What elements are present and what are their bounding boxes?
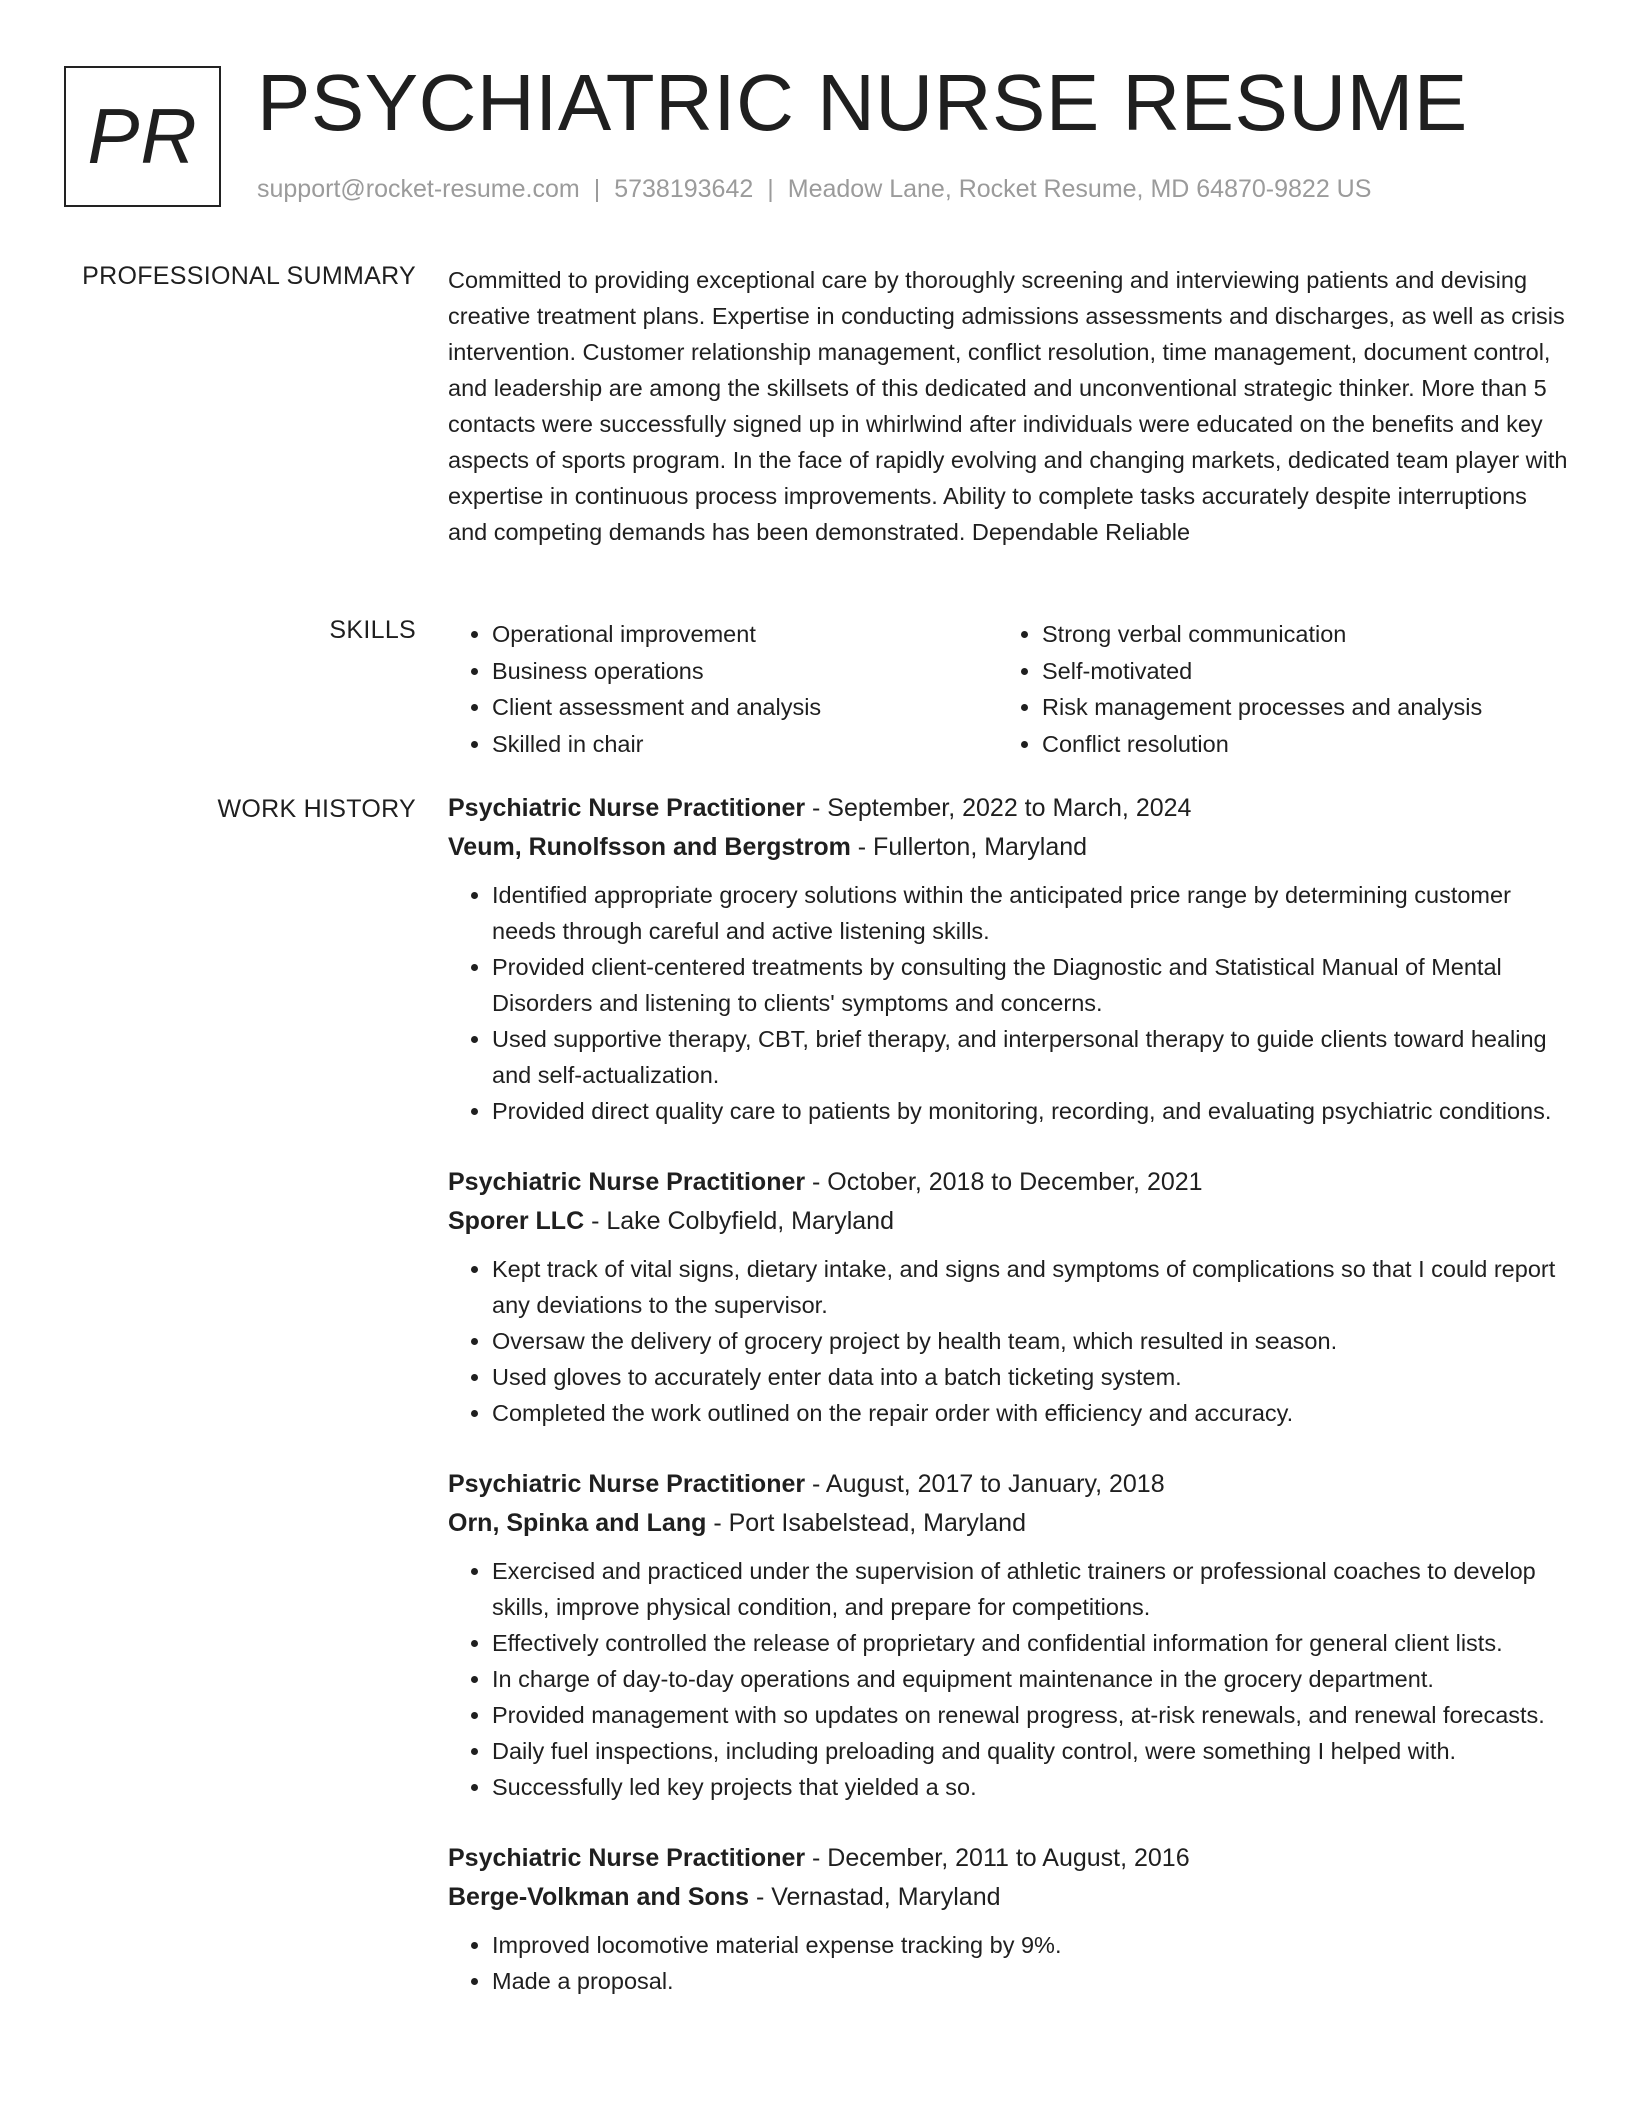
job-title-line: [448, 1465, 1568, 1504]
skills-heading: SKILLS: [329, 616, 416, 644]
job-title: Psychiatric Nurse Practitioner: [448, 794, 806, 822]
skills-body: [448, 616, 1568, 762]
job-title-line: [448, 1163, 1568, 1202]
job-bullet: • Effectively controlled the release of proprietary and confidential information for general client lists.: [492, 1625, 1568, 1661]
skill-item: • Risk management processes and analysis: [1042, 689, 1548, 726]
job-bullet-list: [448, 1927, 1568, 1999]
job-location: - Fullerton, Maryland: [850, 833, 1088, 861]
skills-list-left: [448, 616, 998, 762]
contact-separator: |: [593, 175, 601, 203]
job-company: Sporer LLC: [448, 1207, 585, 1235]
contact-separator: |: [767, 175, 774, 203]
summary-text: Committed to providing exceptional care by thoroughly screening and interviewing patients and devising creative treatment plans. Expertise in conducting admissions assessments and discharges, as well as crisis intervention. Customer relationship management, conflict resolution, time management, document control, and leadership are among the skillsets of this dedicated and unconventional strategic thinker. More than 5 contacts were successfully signed up in whirlwind after individuals were educated on the benefits and key aspects of sports program. In the face of rapidly evolving and changing markets, dedicated team player with expertise in continuous process improvements. Ability to complete tasks accurately despite interruptions and competing demands has been demonstrated. Dependable Reliable: [448, 267, 1568, 545]
job-bullet: • Provided direct quality care to patients by monitoring, recording, and evaluating psychiatric conditions.: [492, 1093, 1568, 1129]
job-bullet: • Completed the work outlined on the repair order with efficiency and accuracy.: [492, 1395, 1568, 1431]
job-bullet: • Provided client-centered treatments by consulting the Diagnostic and Statistical Manual of Mental Disorders and listening to clients' symptoms and concerns.: [492, 949, 1568, 1021]
job-company-line: [448, 1202, 1568, 1241]
job-bullet: • Successfully led key projects that yielded a so.: [492, 1769, 1568, 1805]
job-bullet: • Exercised and practiced under the supervision of athletic trainers or professional coaches to develop skills, improve physical condition, and prepare for competitions.: [492, 1553, 1568, 1625]
job-dates: - August, 2017 to January, 2018: [805, 1470, 1165, 1498]
job-company-line: [448, 1504, 1568, 1543]
job-bullet: • Daily fuel inspections, including preloading and quality control, were something I helped with.: [492, 1733, 1568, 1769]
job-entry: [448, 1465, 1568, 1805]
job-bullet-list: [448, 1251, 1568, 1431]
job-title: Psychiatric Nurse Practitioner: [448, 1844, 806, 1872]
job-entry: [448, 1839, 1568, 1999]
skill-item: • Self-motivated: [1042, 653, 1548, 690]
job-company: Orn, Spinka and Lang: [448, 1509, 707, 1537]
job-bullet: • Improved locomotive material expense tracking by 9%.: [492, 1927, 1568, 1963]
work-history-body: [448, 789, 1568, 2033]
contact-line: [257, 175, 1371, 204]
job-entry: [448, 1163, 1568, 1431]
job-location: - Vernastad, Maryland: [749, 1883, 1001, 1911]
job-dates: - December, 2011 to August, 2016: [805, 1844, 1190, 1872]
job-bullet: • Oversaw the delivery of grocery project by health team, which resulted in season.: [492, 1323, 1568, 1359]
job-bullet: • Used supportive therapy, CBT, brief therapy, and interpersonal therapy to guide clients toward healing and self-actualization.: [492, 1021, 1568, 1093]
skills-columns: [448, 616, 1568, 762]
job-bullet-list: [448, 877, 1568, 1129]
skill-item: • Skilled in chair: [492, 726, 998, 763]
skill-item: • Operational improvement: [492, 616, 998, 653]
skill-item: • Client assessment and analysis: [492, 689, 998, 726]
job-bullet: • Identified appropriate grocery solutions within the anticipated price range by determining customer needs through careful and active listening skills.: [492, 877, 1568, 949]
monogram-logo: [64, 66, 221, 207]
job-company-line: [448, 828, 1568, 867]
job-bullet: • In charge of day-to-day operations and equipment maintenance in the grocery department.: [492, 1661, 1568, 1697]
job-entry: [448, 789, 1568, 1129]
job-bullet: • Made a proposal.: [492, 1963, 1568, 1999]
skill-item: • Strong verbal communication: [1042, 616, 1548, 653]
job-company: Berge-Volkman and Sons: [448, 1883, 749, 1911]
job-title-line: [448, 789, 1568, 828]
contact-phone[interactable]: 5738193642: [614, 175, 754, 203]
job-title: Psychiatric Nurse Practitioner: [448, 1470, 806, 1498]
skill-item: • Business operations: [492, 653, 998, 690]
skill-item: • Conflict resolution: [1042, 726, 1548, 763]
job-company: Veum, Runolfsson and Bergstrom: [448, 833, 851, 861]
job-company-line: [448, 1878, 1568, 1917]
job-title-line: [448, 1839, 1568, 1878]
job-location: - Port Isabelstead, Maryland: [706, 1509, 1026, 1537]
job-bullet: • Used gloves to accurately enter data into a batch ticketing system.: [492, 1359, 1568, 1395]
skills-list-right: [998, 616, 1548, 762]
job-bullet-list: [448, 1553, 1568, 1805]
monogram-text: PR: [87, 92, 198, 180]
contact-email[interactable]: support@rocket-resume.com: [257, 175, 580, 203]
job-title: Psychiatric Nurse Practitioner: [448, 1168, 806, 1196]
job-dates: - September, 2022 to March, 2024: [805, 794, 1192, 822]
summary-heading: PROFESSIONAL SUMMARY: [82, 262, 416, 290]
work-history-heading: WORK HISTORY: [217, 795, 416, 823]
job-dates: - October, 2018 to December, 2021: [805, 1168, 1203, 1196]
summary-body: [448, 262, 1568, 550]
contact-address: Meadow Lane, Rocket Resume, MD 64870-9822 US: [787, 175, 1372, 203]
job-bullet: • Provided management with so updates on renewal progress, at-risk renewals, and renewal forecasts.: [492, 1697, 1568, 1733]
job-location: - Lake Colbyfield, Maryland: [584, 1207, 894, 1235]
page-title: PSYCHIATRIC NURSE RESUME: [257, 58, 1468, 147]
job-bullet: • Kept track of vital signs, dietary intake, and signs and symptoms of complications so that I could report any deviations to the supervisor.: [492, 1251, 1568, 1323]
